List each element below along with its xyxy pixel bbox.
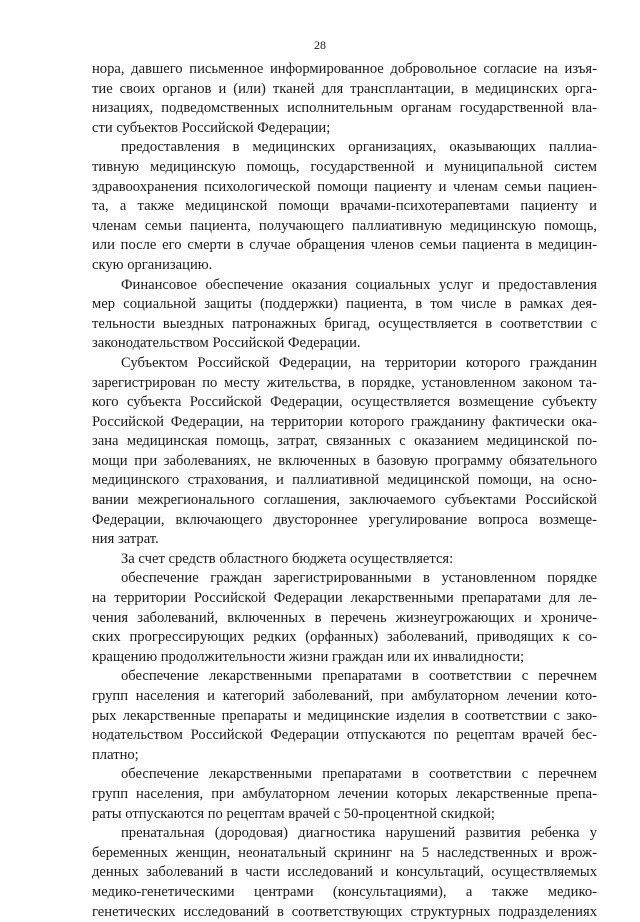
text-line: зарегистрирован по месту жительства, в порядке, установленном законом та- <box>92 374 597 391</box>
text-line: групп населения и категорий заболеваний, при амбулаторном лечении кото- <box>92 688 597 704</box>
text-line: сти субъектов Российской Федерации; <box>92 119 331 136</box>
text-line: законодательством Российской Федерации. <box>92 335 361 352</box>
text-line: Российской Федерации, на территории которого гражданину фактически ока- <box>92 413 597 430</box>
text-line: Финансовое обеспечение оказания социальных услуг и предоставления <box>121 276 597 293</box>
text-line: кращению продолжительности жизни граждан или их инвалидности; <box>92 648 525 665</box>
text-line: кого субъекта Российской Федерации, осуществляется возмещение субъекту <box>92 394 597 411</box>
text-line: медицинского страхования, и паллиативной медицинской помощи, на осно- <box>92 472 597 489</box>
text-line: тельности выездных патронажных бригад, осуществляется в соответствии с <box>92 315 597 332</box>
text-line: нодательством Российской Федерации отпускаются по рецептам врачей бес- <box>92 727 597 744</box>
text-line: денных заболеваний в части исследований и консультаций, осуществляемых <box>92 864 597 881</box>
text-line: Федерации, включающего двустороннее урегулирование вопроса возмеще- <box>92 511 597 528</box>
text-line: та, а также медицинской помощи врачами-психотерапевтами пациенту и <box>92 198 597 215</box>
document-body <box>92 60 597 922</box>
text-line: или после его смерти в случае обращения членов семьи пациента в медицин- <box>92 237 597 254</box>
text-line: здравоохранения психологической помощи пациенту и членам семьи пациен- <box>92 178 597 195</box>
text-line: мер социальной защиты (поддержки) пациента, в том числе в рамках дея- <box>92 296 597 313</box>
text-line: скую организацию. <box>92 256 213 273</box>
text-line: вании межрегионального соглашения, заключаемого субъектами Российской <box>92 492 597 509</box>
text-line: чения заболеваний, включенных в перечень жизнеугрожающих и хрониче- <box>92 609 597 626</box>
text-line: платно; <box>92 746 139 763</box>
text-line: медико-генетическими центрами (консультациями), а также медико- <box>92 883 597 900</box>
text-line: ния затрат. <box>92 531 159 548</box>
text-line: низациях, подведомственных исполнительным органам государственной вла- <box>92 100 597 117</box>
text-line: мощи при заболеваниях, не включенных в базовую программу обязательного <box>92 452 597 469</box>
text-line: Субъектом Российской Федерации, на территории которого гражданин <box>121 354 597 371</box>
text-line: членам семьи пациента, получающего паллиативную медицинскую помощь, <box>92 217 597 234</box>
page-number: 28 <box>314 38 326 52</box>
text-line: раты отпускаются по рецептам врачей с 50-процентной скидкой; <box>92 805 495 822</box>
text-line: За счет средств областного бюджета осуществляется: <box>121 550 454 567</box>
text-line: тивную медицинскую помощь, государственной и муниципальной систем <box>92 158 597 175</box>
text-line: тие своих органов и (или) тканей для трансплантации, в медицинских орга- <box>92 80 597 97</box>
text-line: обеспечение лекарственными препаратами в соответствии с перечнем <box>121 668 597 685</box>
text-line: рых лекарственные препараты и медицинские изделия в соответствии с зако- <box>92 707 597 724</box>
text-line: пренатальная (дородовая) диагностика нарушений развития ребенка у <box>121 825 597 842</box>
text-line: нора, давшего письменное информированное добровольное согласие на изъя- <box>92 61 597 77</box>
text-line: генетических исследований в соответствующих структурных подразделениях <box>92 903 597 920</box>
text-line: групп населения, при амбулаторном лечении которых лекарственные препа- <box>92 785 597 802</box>
text-line: на территории Российской Федерации лекарственными препаратами для ле- <box>92 590 597 607</box>
text-line: ских прогрессирующих редких (орфанных) заболеваний, приводящих к со- <box>92 629 597 646</box>
text-line: предоставления в медицинских организациях, оказывающих паллиа- <box>121 139 597 156</box>
text-line: беременных женщин, неонатальный скрининг на 5 наследственных и врож- <box>92 844 597 861</box>
text-line: обеспечение граждан зарегистрированными в установленном порядке <box>121 570 597 587</box>
text-line: обеспечение лекарственными препаратами в соответствии с перечнем <box>121 766 597 783</box>
text-line: зана медицинская помощь, затрат, связанных с оказанием медицинской по- <box>92 433 597 450</box>
